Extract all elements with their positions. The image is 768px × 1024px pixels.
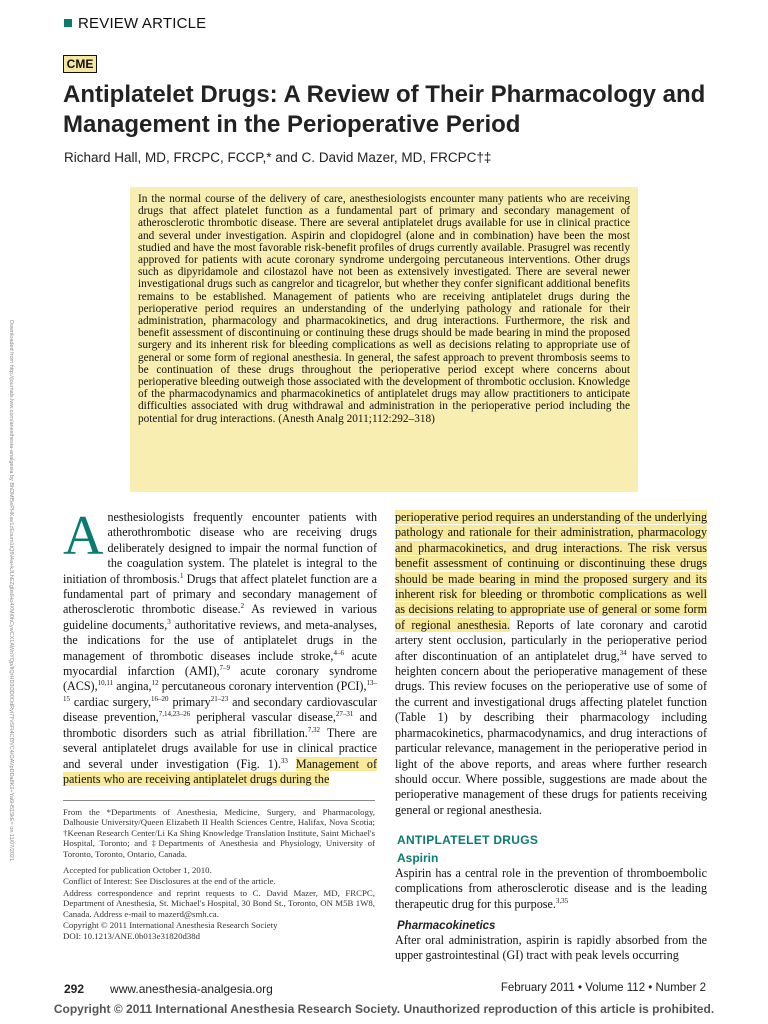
author-line: Richard Hall, MD, FRCPC, FCCP,* and C. David Mazer, MD, FRCPC†‡ (64, 150, 492, 165)
section-square-icon (64, 19, 72, 27)
abstract-box (130, 187, 638, 492)
journal-website: www.anesthesia-analgesia.org (110, 982, 273, 996)
section-heading: ANTIPLATELET DRUGS (397, 833, 539, 847)
subsubsection-heading: Pharmacokinetics (397, 920, 496, 932)
page-number: 292 (64, 982, 85, 996)
cme-badge: CME (63, 55, 97, 73)
subsection-heading: Aspirin (397, 851, 439, 865)
body-column-right: perioperative period requires an understanding of the underlying pathology and rationale for their administration, pharmacology and pharmacokinetics, and drug interactions. The risk versus benefit assessment of continuing or discontinuing these drugs should be made bearing in mind the proposed surgery and its inherent risk for bleeding or thrombotic complications as well as decisions relating to appropriate use of general or some form of regional anesthesia. Reports of late coronary and carotid artery stent occlusion, particularly in the perioperative period after discontinuation of an antiplatelet drug,$^{34}$ have served to heighten concern about the perioperative management of these drugs. This review focuses on the perioperative use of some of the current and investigational drugs affecting platelet function (Table 1) by describing their pharmacology including pharmacokinetics, pharmacodynamics, and drug interactions of particular relevance, management in the perioperative period in light of the above reports, and areas where further research should occur. Where possible, suggestions are made about the perioperative management of these drugs for patients receiving general or regional anesthesia. (395, 510, 708, 817)
footnote-address: Address correspondence and reprint requests to C. David Mazer, MD, FRCPC, Department of Anesthesia, St. Michael's Hospital, 30 Bond St., Toronto, ON M5B 1W8, Canada. Address e-mail to mazerd@smh.ca. (63, 887, 375, 919)
highlighted-text: perioperative period requires an understanding of the underlying pathology and rationale for their administration, pharmacology and pharmacokinetics, and drug interactions. The risk versus benefit assessment of continuing or discontinuing these drugs should be made bearing in mind the proposed surgery and its inherent risk for bleeding or thrombotic complications as well as decisions relating to appropriate use of general or some form of regional anesthesia. (395, 510, 707, 632)
highlighted-text: Management of patients who are receiving antiplatelet drugs during the (63, 756, 377, 786)
page-footer-left (64, 982, 273, 996)
issue-info: February 2011 • Volume 112 • Number 2 (500, 982, 706, 994)
section-label (64, 15, 206, 32)
footnote-accepted: Accepted for publication October 1, 2010. (63, 865, 212, 876)
footnotes (63, 807, 375, 943)
article-title: Antiplatelet Drugs: A Review of Their Pharmacology and Management in the Perioperative Period (63, 81, 706, 138)
download-watermark: Downloaded from http://journals.lww.com/anesthesia-analgesia by BhDMf5ePHKav1zEoum1tQfN4a+kJLhEZgbsIHo4XMi0hCywCX1AWnYQp/IlQrHD3i3D0OdRyi7TvSFl4Cf3VC4/OAVpDDa8K2+Ya6H515kE= on 11/07/2021 (8, 320, 14, 862)
section-label-text: REVIEW ARTICLE (78, 15, 207, 32)
copyright-notice: Copyright © 2011 International Anesthesia Research Society. Unauthorized reproduction of this article is prohibited. (53, 1002, 715, 1016)
abstract-text: In the normal course of the delivery of care, anesthesiologists encounter many patients who are receiving drugs that affect platelet function as a fundamental part of primary and secondary management of atherosclerotic thrombotic disease. There are several antiplatelet drugs available for use in clinical practice and several under investigation. Aspirin and clopidogrel (alone and in combination) have been the most studied and have the most favorable risk-benefit profiles of drugs currently available. Prasugrel was recently approved for patients with acute coronary syndrome undergoing percutaneous interventions. Other drugs such as dipyridamole and cilostazol have not been as extensively investigated. There are several newer investigational drugs such as cangrelor and ticagrelor, but whether they confer significant additional benefits remains to be established. Management of patients who are receiving antiplatelet drugs during the perioperative period requires an understanding of the underlying pathology and rationale for their administration, pharmacology and pharmacokinetics, and drug interactions. Furthermore, the risk and benefit assessment of discontinuing or continuing these drugs should be made bearing in mind the proposed surgery and its inherent risk for bleeding complications as well as decisions relating to appropriate use of general or some form of regional anesthesia. In general, the safest approach to prevent thrombosis seems to be continuation of these drugs throughout the perioperative period except where concerns about perioperative bleeding outweigh those associated with the development of thrombotic occlusion. Knowledge of the pharmacodynamics and pharmacokinetics of antiplatelet drugs may allow practitioners to anticipate difficulties associated with drug withdrawal and administration in the perioperative period including the potential for drug interactions. (Anesth Analg 2011;112:292–318) (138, 193, 630, 425)
footnote-doi: DOI: 10.1213/ANE.0b013e31820d38d (63, 931, 201, 942)
footnote-affiliations: From the *Departments of Anesthesia, Medicine, Surgery, and Pharmacology, Dalhousie University/Queen Elizabeth II Health Sciences Centre, Halifax, Nova Scotia; †Keenan Research Center/Li Ka Shing Knowledge Translation Institute, Saint Michael's Hospital, Toronto; and ‡Departments of Anesthesia and Physiology, University of Toronto, Toronto, Ontario, Canada. (63, 807, 375, 859)
drop-cap: A (63, 505, 104, 567)
pharmacokinetics-paragraph: After oral administration, aspirin is rapidly absorbed from the upper gastrointestinal (GI) tract with peak levels occurring (395, 933, 707, 963)
body-column-left: Anesthesiologists frequently encounter patients with atherothrombotic disease who are receiving drugs deliberately designed to impair the normal function of the coagulation system. The platelet is integral to the initiation of thrombosis.$^1$ Drugs that affect platelet function are a fundamental part of primary and secondary management of atherosclerotic thrombotic disease.$^2$ As reviewed in various guideline documents,$^3$ authoritative reviews, and meta-analyses, the indications for the use of antiplatelet drugs in the management of thrombotic diseases include stroke,$^{4-6}$ acute myocardial infarction (AMI),$^{7-9}$ acute coronary syndrome (ACS),$^{10,11}$ angina,$^{12}$ percutaneous coronary intervention (PCI),$^{13-15}$ cardiac surgery,$^{16-20}$ primary$^{21-23}$ and secondary cardiovascular disease prevention,$^{7,14,23-26}$ peripheral vascular disease,$^{27-31}$ and thrombotic disorders such as atrial fibrillation.$^{7,32}$ There are several antiplatelet drugs available for use in clinical practice and several under investigation (Fig. 1).$^{33}$ Management of patients who are receiving antiplatelet drugs during the (63, 505, 378, 786)
aspirin-paragraph: Aspirin has a central role in the prevention of thromboembolic complications from atherosclerotic disease and is the leading therapeutic drug for this purpose.$^{3,35}$ (395, 866, 707, 911)
footnote-conflict: Conflict of Interest: See Disclosures at the end of the article. (63, 876, 276, 887)
footnote-divider (63, 800, 375, 801)
footnote-copyright: Copyright © 2011 International Anesthesia Research Society (63, 920, 278, 931)
